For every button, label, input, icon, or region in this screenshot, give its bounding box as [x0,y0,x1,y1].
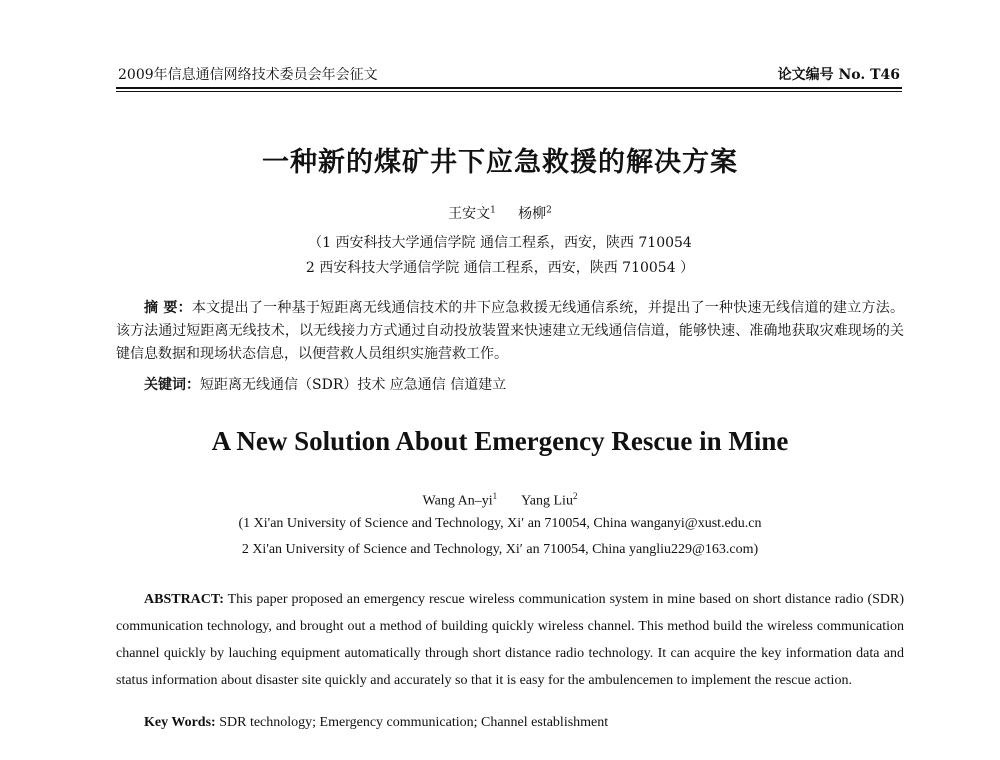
english-author-1-mark: 1 [492,491,498,501]
chinese-author-1: 王安文 [448,206,491,222]
header-rule-thin [116,91,902,92]
english-keywords-label: Key Words: [144,715,216,730]
english-abstract [116,586,904,694]
english-abstract-text: This paper proposed an emergency rescue wireless communication system in mine based on short distance radio (SDR) communication technology, and brought out a method of building quickly wireless channel. This method build the wireless communication channel quickly by lauching equipment automatically through short distance radio technology. It can acquire the key information data and status information about disaster site quickly and accurately so that it is easy for the ambulencemen to implement the rescue action. [116,592,905,688]
chinese-author-1-mark: 1 [490,205,496,216]
english-author-2-mark: 2 [572,491,578,501]
chinese-affiliation-2: 2 西安科技大学通信学院 通信工程系，西安，陕西 710054 ） [305,260,695,276]
english-keywords-text: SDR technology; Emergency communication; Channel establishment [219,715,609,730]
header-rule [116,87,902,89]
chinese-authors [0,203,1000,223]
header-paper-number: 论文编号 No. T46 [777,67,900,83]
chinese-abstract [116,297,904,366]
chinese-keywords-label: 关键词： [144,377,200,393]
english-affiliation-1: (1 Xi'an University of Science and Technology, Xi′ an 710054, China wanganyi@xust.edu.cn [238,516,762,531]
chinese-abstract-label: 摘 要： [144,300,192,316]
chinese-affiliation-1: （1 西安科技大学通信学院 通信工程系，西安，陕西 710054 [308,235,692,251]
english-title: A New Solution About Emergency Rescue in Mine [211,426,789,456]
english-authors [0,491,1000,510]
english-author-1: Wang An–yi [422,493,493,509]
header-conference: 2009年信息通信网络技术委员会年会征文 [118,67,378,83]
chinese-keywords [144,374,506,394]
english-keywords [144,715,608,731]
chinese-keywords-text: 短距离无线通信（SDR）技术 应急通信 信道建立 [200,377,507,393]
english-author-2: Yang Liu [521,493,573,509]
english-abstract-label: ABSTRACT: [144,592,224,607]
chinese-abstract-text: 本文提出了一种基于短距离无线通信技术的井下应急救援无线通信系统，并提出了一种快速无线信道的建立方法。该方法通过短距离无线技术，以无线接力方式通过自动投放装置来快速建立无线通信信道，能够快速、准确地获取灾难现场的关键信息数据和现场状态信息，以便营救人员组织实施营救工作。 [116,300,905,362]
chinese-author-2: 杨柳 [518,206,547,222]
english-affiliation-2: 2 Xi'an University of Science and Technology, Xi′ an 710054, China yangliu229@163.com) [241,542,759,557]
chinese-author-2-mark: 2 [546,205,552,216]
chinese-title: 一种新的煤矿井下应急救援的解决方案 [262,147,738,178]
